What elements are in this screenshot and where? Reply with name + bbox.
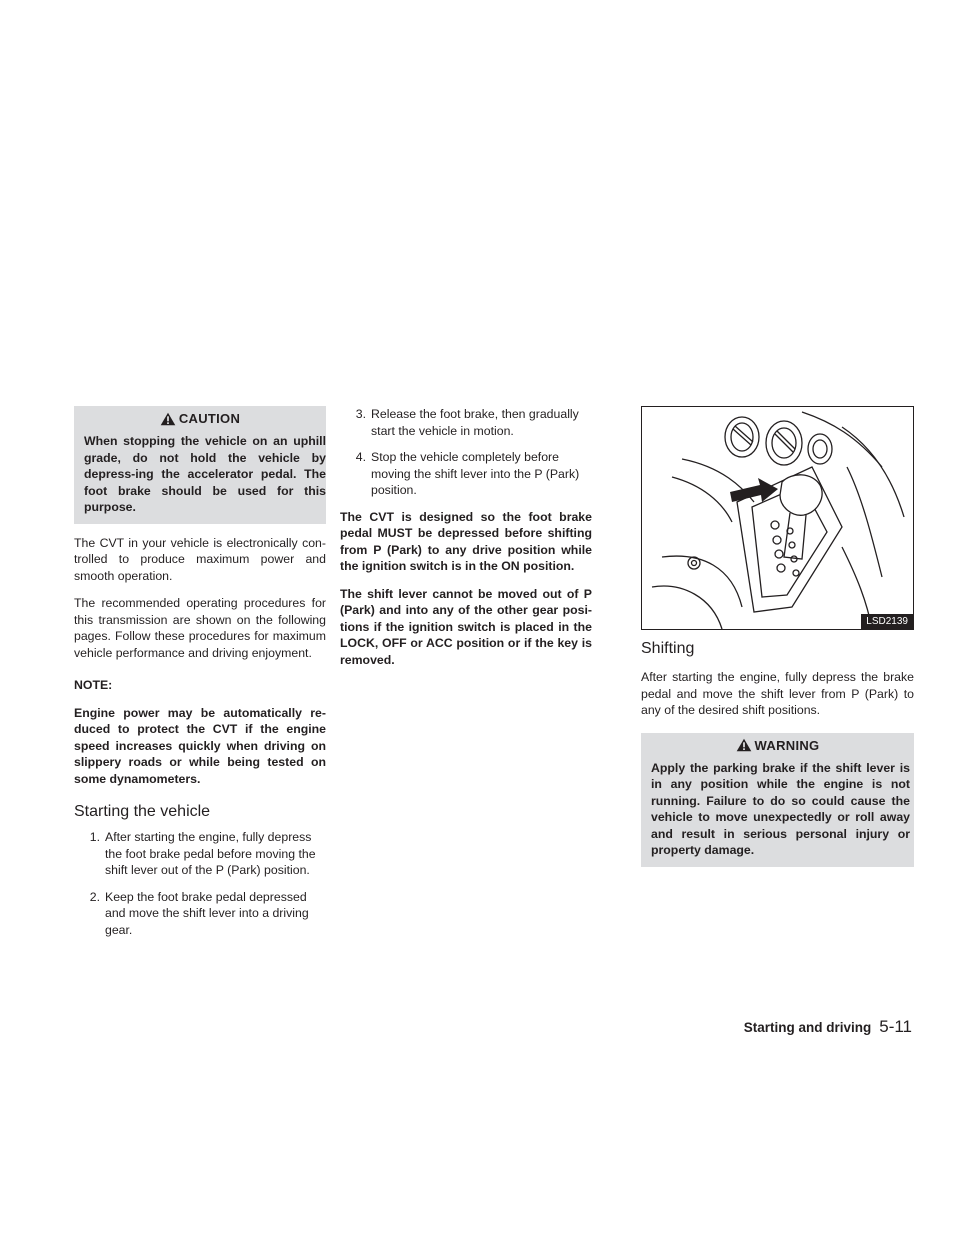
warning-triangle-icon bbox=[160, 412, 176, 426]
column-left bbox=[74, 406, 326, 948]
column-right bbox=[641, 406, 914, 867]
shifting-text: After starting the engine, fully depress the brake pedal and move the shift lever from P (Park) to any of the desired shift positions. bbox=[641, 670, 914, 717]
list-item bbox=[340, 449, 592, 499]
warning-title: WARNING bbox=[754, 737, 820, 753]
column-middle bbox=[340, 406, 592, 668]
note-text: Engine power may be automatically re-duced to protect the CVT if the engine speed increases quickly when driving on slippery roads or while being tested on some dynamometers. bbox=[74, 705, 326, 786]
list-item-number: 3. bbox=[355, 407, 366, 421]
list-item-number: 4. bbox=[355, 450, 366, 464]
list-item bbox=[74, 889, 326, 939]
list-item-number: 2. bbox=[89, 889, 100, 904]
footer-section-name: Starting and driving bbox=[743, 1020, 872, 1035]
intro-paragraph-2: The recommended operating procedures for this transmission are shown on the following pages. Follow these procedures for maximum vehicle performance and driving enjoyment. bbox=[74, 596, 326, 660]
starting-steps-list-b bbox=[340, 406, 592, 499]
list-item-text: Release the foot brake, then gradually start the vehicle in motion. bbox=[371, 407, 579, 438]
figure-code: LSD2139 bbox=[861, 614, 913, 629]
warning-header bbox=[641, 733, 914, 756]
footer-page-number: 5-11 bbox=[879, 1017, 912, 1036]
section-title-starting: Starting the vehicle bbox=[74, 803, 211, 820]
section-title-shifting: Shifting bbox=[641, 640, 695, 657]
warning-box bbox=[641, 733, 914, 867]
starting-steps-list-a bbox=[74, 829, 326, 938]
list-item-number: 1. bbox=[89, 830, 100, 844]
note-label: NOTE: bbox=[74, 678, 113, 692]
warning-triangle-icon bbox=[736, 738, 752, 752]
list-item bbox=[340, 406, 592, 439]
list-item-text: Stop the vehicle completely before moving the shift lever into the P (Park) position. bbox=[371, 450, 580, 497]
list-item bbox=[74, 829, 326, 879]
shift-lever-illustration bbox=[641, 406, 914, 630]
list-item-text: Keep the foot brake pedal depressed and move the shift lever into a driving gear. bbox=[105, 889, 309, 937]
page-footer bbox=[744, 1017, 912, 1037]
brake-requirement-text: The CVT is designed so the foot brake pedal MUST be depressed before shifting from P (Park) to any drive position while the ignition switch is in the ON position. bbox=[340, 509, 592, 573]
caution-title: CAUTION bbox=[178, 411, 241, 426]
shift-lock-text: The shift lever cannot be moved out of P (Park) and into any of the other gear posi-tions if the ignition switch is placed in the LOCK, OFF or ACC position or if the key is removed. bbox=[340, 586, 592, 667]
warning-text: Apply the parking brake if the shift lever is in any position while the engine is not running. Failure to do so could cause the vehicle to move unexpectedly or roll away and result in serious personal injury or property damage. bbox=[651, 760, 910, 857]
shift-lever-drawing bbox=[642, 407, 913, 629]
intro-paragraph-1: The CVT in your vehicle is electronically con-trolled to produce maximum power and smooth operation. bbox=[74, 535, 326, 583]
caution-box bbox=[74, 406, 326, 524]
caution-text: When stopping the vehicle on an uphill grade, do not hold the vehicle by depress-ing the accelerator pedal. The foot brake should be used for this purpose. bbox=[84, 434, 326, 514]
caution-header bbox=[74, 406, 326, 429]
list-item-text: After starting the engine, fully depress the foot brake pedal before moving the shift lever out of the P (Park) position. bbox=[105, 830, 316, 877]
